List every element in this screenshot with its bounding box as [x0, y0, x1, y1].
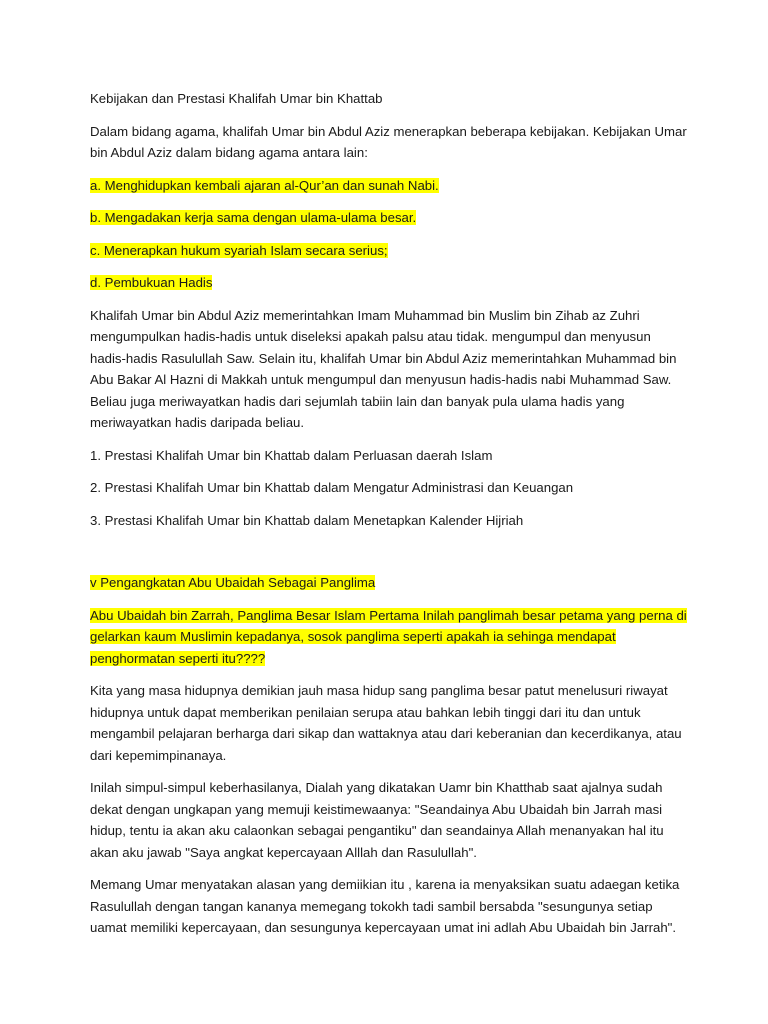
policy-item-b-text: b. Mengadakan kerja sama dengan ulama-ulama besar. [90, 210, 417, 225]
achievement-item-1: 1. Prestasi Khalifah Umar bin Khattab dalam Perluasan daerah Islam [90, 447, 493, 463]
policy-item-d-text: d. Pembukuan Hadis [90, 275, 213, 290]
achievement-item-2: 2. Prestasi Khalifah Umar bin Khattab dalam Mengatur Administrasi dan Keuangan [90, 480, 574, 495]
section-heading [90, 572, 690, 594]
body-paragraph-2: Inilah simpul-simpul keberhasilanya, Dialah yang dikatakan Uamr bin Khatthab saat ajalnya sudah dekat dengan ungkapan yang memuji keistimewaanya: "Seandainya Abu Ubaidah bin Jarrah masi hidup, tentu ia akan aku calaonkan sebagai pengantiku" dan seandainya Allah menanyakan hal itu akan aku jawab "Saya angkat kepercayaan Alllah dan Rasulullah". [90, 780, 664, 860]
achievement-item-3: 3. Prestasi Khalifah Umar bin Khattab dalam Menetapkan Kalender Hijriah [90, 512, 524, 528]
blank-spacer [90, 542, 690, 572]
policy-item-b [90, 207, 690, 229]
policy-item-c [90, 240, 690, 262]
intro-paragraph: Dalam bidang agama, khalifah Umar bin Abdul Aziz menerapkan beberapa kebijakan. Kebijakan Umar bin Abdul Aziz dalam bidang agama antara lain: [90, 123, 687, 160]
hadis-paragraph: Khalifah Umar bin Abdul Aziz memerintahkan Imam Muhammad bin Muslim bin Zihab az Zuhri mengumpulkan hadis-hadis untuk diseleksi apakah palsu atau tidak. mengumpul dan menyusun hadis-hadis Rasulullah Saw. Selain itu, khalifah Umar bin Abdul Aziz memerintahkan Muhammad bin Abu Bakar Al Hazni di Makkah untuk mengumpul dan menyusun hadis-hadis nabi Muhammad Saw. Beliau juga meriwayatkan hadis dari sejumlah tabiin lain dan banyak pula ulama hadis yang meriwayatkan hadis daripada beliau. [90, 307, 677, 430]
highlighted-paragraph [90, 605, 690, 670]
highlighted-paragraph-text: Abu Ubaidah bin Zarrah, Panglima Besar Islam Pertama Inilah panglimah besar petama yang perna di gelarkan kaum Muslimin kepadanya, sosok panglima seperti apakah ia sehinga mendapat penghormatan seperti itu???? [90, 607, 687, 666]
policy-item-c-text: c. Menerapkan hukum syariah Islam secara serius; [90, 242, 388, 258]
policy-item-a-text: a. Menghidupkan kembali ajaran al-Qur’an dan sunah Nabi. [90, 177, 439, 193]
document-body [90, 88, 690, 950]
document-title: Kebijakan dan Prestasi Khalifah Umar bin Khattab [90, 91, 383, 106]
body-paragraph-1: Kita yang masa hidupnya demikian jauh masa hidup sang panglima besar patut menelusuri riwayat hidupnya untuk dapat memberikan penilaian serupa atau bahkan lebih tinggi dari itu dan untuk mengambil pelajaran berharga dari sikap dan wattaknya atau dari keberanian dan kecerdikanya, atau dari kepemimpinanaya. [90, 683, 682, 763]
body-paragraph-3: Memang Umar menyatakan alasan yang demiikian itu , karena ia menyaksikan suatu adaegan ketika Rasulullah dengan tangan kananya memegang tokokh tadi sambil bersabda "sesungunya setiap uamat memiliki kepercayaan, dan sesungunya kepercayaan umat ini adlah Abu Ubaidah bin Jarrah". [90, 877, 680, 935]
section-heading-text: v Pengangkatan Abu Ubaidah Sebagai Panglima [90, 575, 376, 590]
policy-item-a [90, 175, 690, 197]
policy-item-d [90, 272, 690, 294]
